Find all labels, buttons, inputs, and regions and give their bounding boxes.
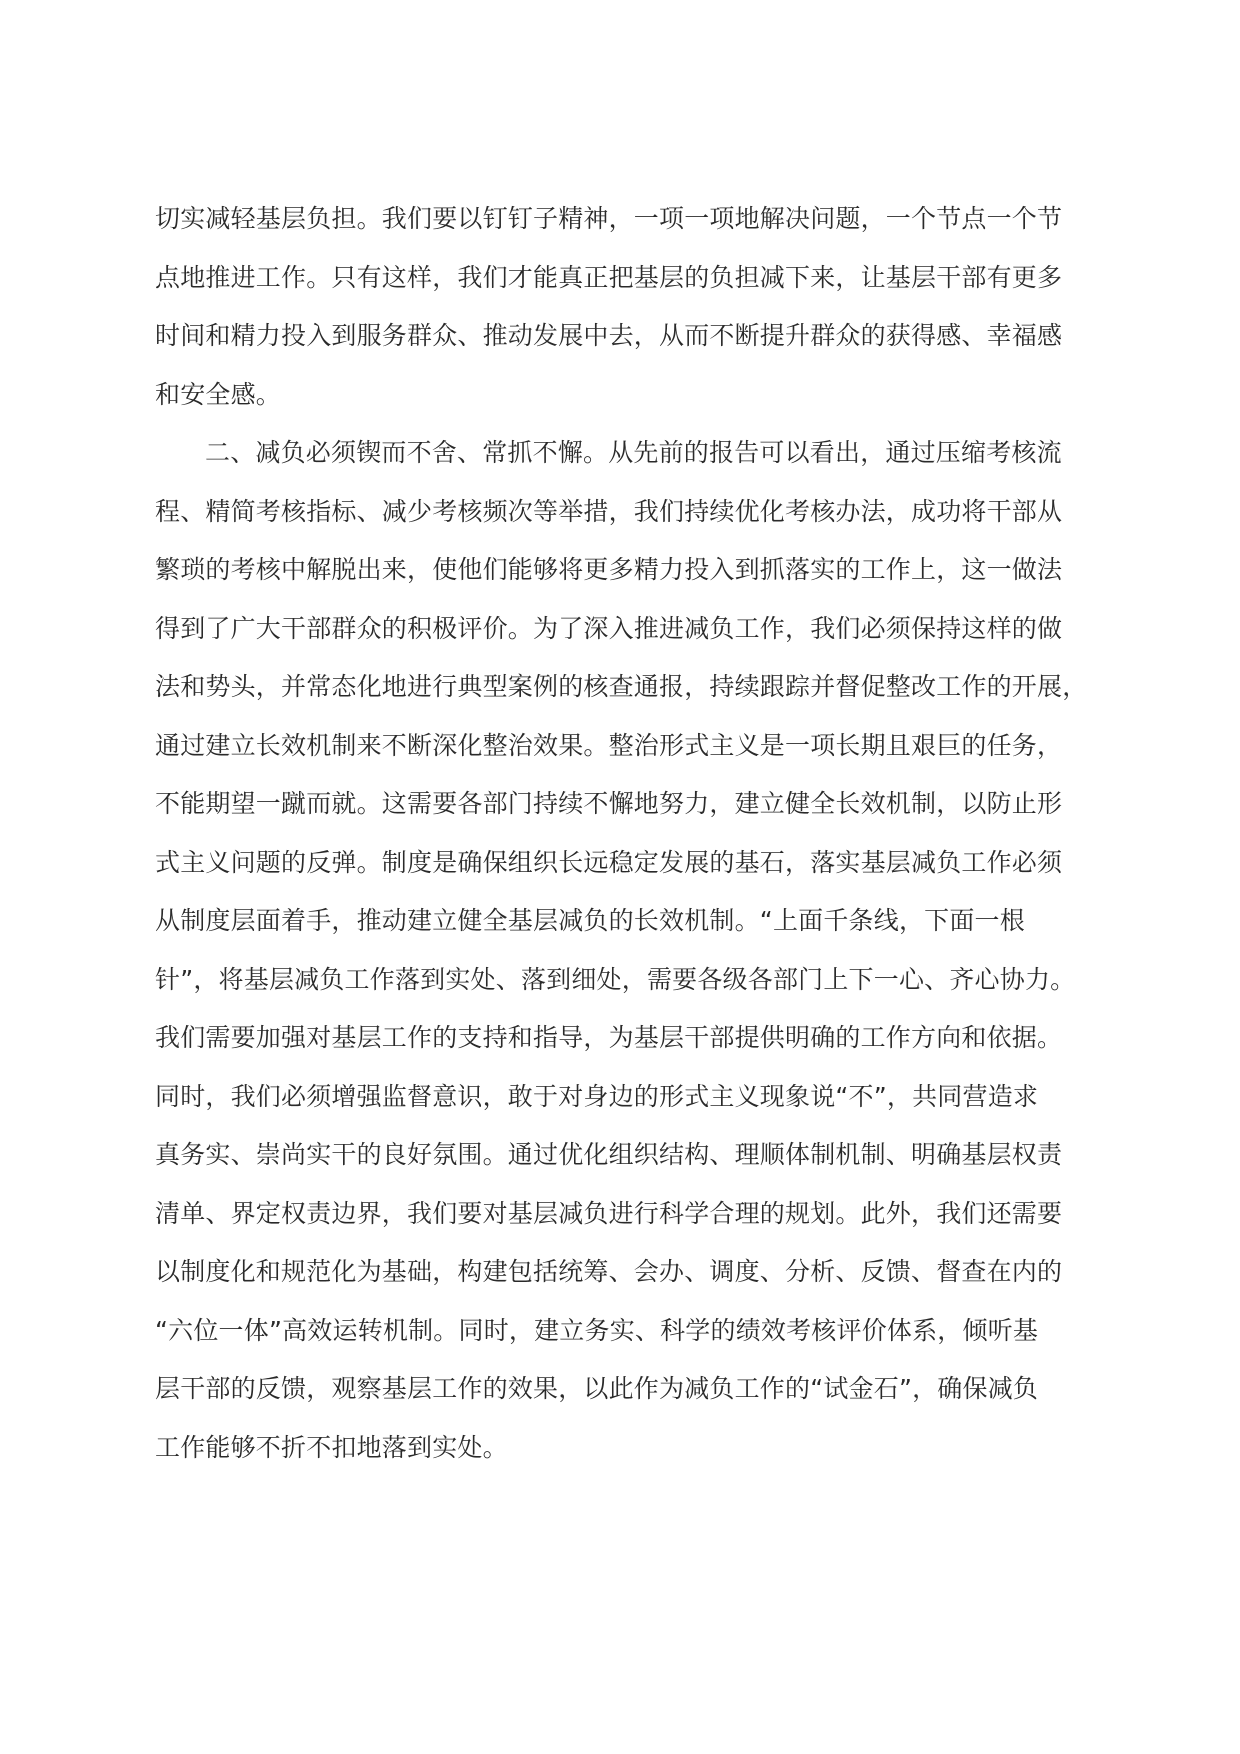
text-line: 层干部的反馈，观察基层工作的效果，以此作为减负工作的“试金石”，确保减负 [155,1374,1039,1403]
text-line: 切实减轻基层负担。我们要以钉钉子精神，一项一项地解决问题，一个节点一个节 [155,204,1063,233]
text-line: 二、减负必须锲而不舍、常抓不懈。从先前的报告可以看出，通过压缩考核流 [205,438,1062,467]
text-line: 工作能够不折不扣地落到实处。 [155,1432,508,1462]
text-line: 以制度化和规范化为基础，构建包括统筹、会办、调度、分析、反馈、督查在内的 [155,1257,1063,1286]
paragraph-1 [155,190,1075,424]
text-line: 我们需要加强对基层工作的支持和指导，为基层干部提供明确的工作方向和依据。 [155,1023,1063,1052]
text-line: 点地推进工作。只有这样，我们才能真正把基层的负担减下来，让基层干部有更多 [155,262,1063,292]
text-line: 繁琐的考核中解脱出来，使他们能够将更多精力投入到抓落实的工作上，这一做法 [155,555,1063,584]
text-line: 真务实、崇尚实干的良好氛围。通过优化组织结构、理顺体制机制、明确基层权责 [155,1140,1063,1169]
text-line: “六位一体”高效运转机制。同时，建立务实、科学的绩效考核评价体系，倾听基 [155,1315,1039,1345]
text-line: 同时，我们必须增强监督意识，敢于对身边的形式主义现象说“不”，共同营造求 [155,1081,1039,1111]
text-line: 和安全感。 [155,379,282,409]
text-line: 通过建立长效机制来不断深化整治效果。整治形式主义是一项长期且艰巨的任务， [155,730,1063,760]
text-line: 法和势头，并常态化地进行典型案例的核查通报，持续跟踪并督促整改工作的开展， [155,672,1088,701]
text-line: 式主义问题的反弹。制度是确保组织长远稳定发展的基石，落实基层减负工作必须 [155,847,1063,877]
text-line: 得到了广大干部群众的积极评价。为了深入推进减负工作，我们必须保持这样的做 [155,613,1063,643]
text-line: 针”，将基层减负工作落到实处、落到细处，需要各级各部门上下一心、齐心协力。 [155,964,1076,994]
text-line: 时间和精力投入到服务群众、推动发展中去，从而不断提升群众的获得感、幸福感 [155,321,1063,350]
text-line: 从制度层面着手，推动建立健全基层减负的长效机制。“上面千条线，下面一根 [155,906,1025,935]
text-line: 不能期望一蹴而就。这需要各部门持续不懈地努力，建立健全长效机制，以防止形 [155,789,1063,818]
paragraph-2 [155,424,1088,1477]
text-line: 清单、界定权责边界，我们要对基层减负进行科学合理的规划。此外，我们还需要 [155,1198,1063,1228]
document-body [155,190,1088,1477]
text-line: 程、精简考核指标、减少考核频次等举措，我们持续优化考核办法，成功将干部从 [155,496,1063,526]
